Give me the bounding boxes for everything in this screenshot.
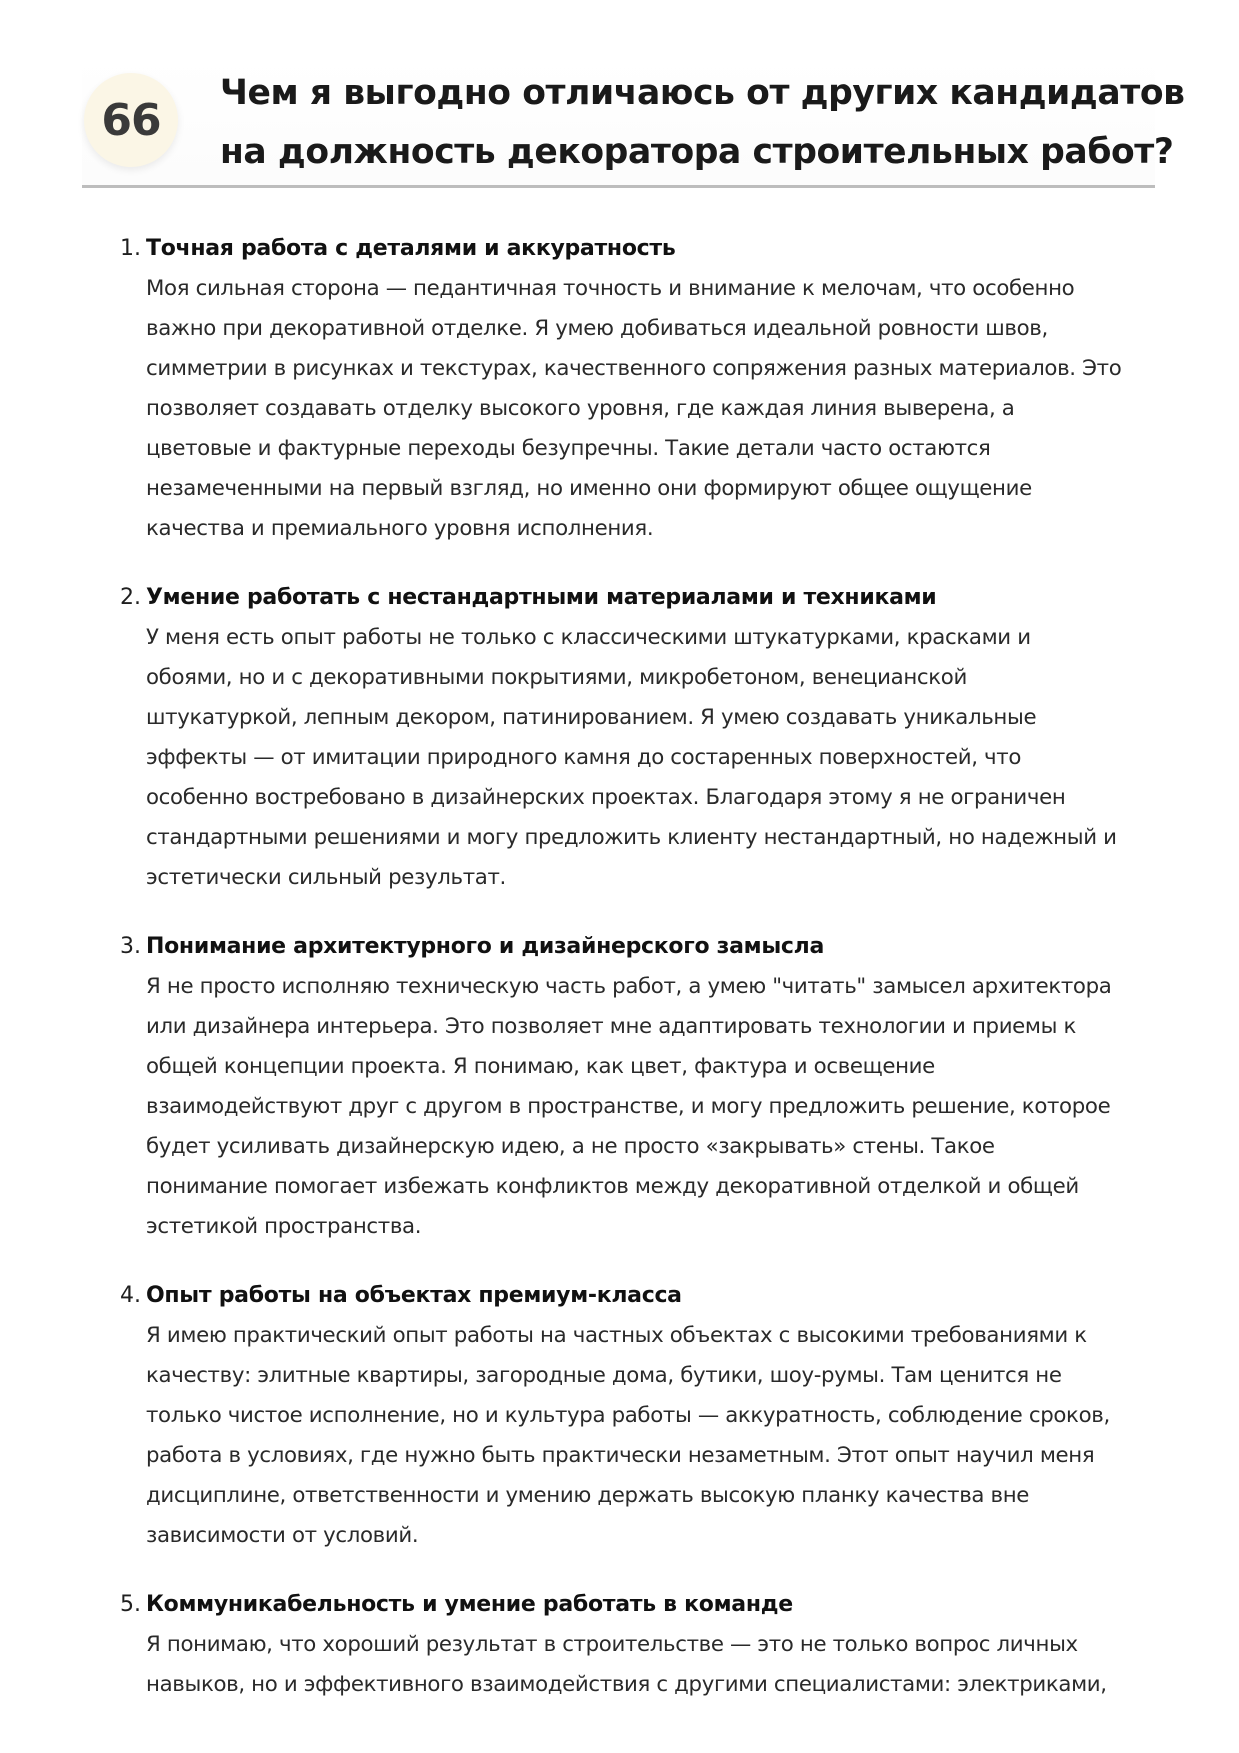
title-line-1: Чем я выгодно отличаюсь от других кандидатов xyxy=(220,73,1185,113)
body-line: особенно востребовано в дизайнерских проектах. Благодаря этому я не ограничен xyxy=(146,785,1066,810)
body-line: симметрии в рисунках и текстурах, качественного сопряжения разных материалов. Это xyxy=(146,356,1122,381)
body-line: понимание помогает избежать конфликтов между декоративной отделкой и общей xyxy=(146,1174,1079,1199)
item-number: 2. xyxy=(120,585,141,610)
body-line: важно при декоративной отделке. Я умею добиваться идеальной ровности швов, xyxy=(146,316,1048,341)
list-item xyxy=(116,1276,1176,1556)
item-number: 4. xyxy=(120,1283,141,1308)
body-line: Я понимаю, что хороший результат в строительстве — это не только вопрос личных xyxy=(146,1632,1078,1657)
list-item xyxy=(116,927,1176,1247)
body-line: эстетически сильный результат. xyxy=(146,865,506,890)
body-line: Я не просто исполняю техническую часть работ, а умею "читать" замысел архитектора xyxy=(146,974,1112,999)
item-title: Точная работа с деталями и аккуратность xyxy=(146,236,676,261)
body-line: эффекты — от имитации природного камня до состаренных поверхностей, что xyxy=(146,745,1022,770)
item-body xyxy=(146,1316,1176,1556)
body-line: дисциплине, ответственности и умению держать высокую планку качества вне xyxy=(146,1483,1030,1508)
body-line: цветовые и фактурные переходы безупречны. Такие детали часто остаются xyxy=(146,436,991,461)
body-line: или дизайнера интерьера. Это позволяет мне адаптировать технологии и приемы к xyxy=(146,1014,1077,1039)
item-body xyxy=(146,269,1176,549)
body-line: зависимости от условий. xyxy=(146,1523,419,1548)
body-line: навыков, но и эффективного взаимодействия с другими специалистами: электриками, xyxy=(146,1672,1107,1697)
body-line: взаимодействуют друг с другом в пространстве, и могу предложить решение, которое xyxy=(146,1094,1111,1119)
list-item xyxy=(116,229,1176,549)
body-line: Моя сильная сторона — педантичная точность и внимание к мелочам, что особенно xyxy=(146,276,1075,301)
body-line: работа в условиях, где нужно быть практически незаметным. Этот опыт научил меня xyxy=(146,1443,1095,1468)
title-line-2: на должность декоратора строительных работ? xyxy=(220,132,1174,172)
body-line: позволяет создавать отделку высокого уровня, где каждая линия выверена, а xyxy=(146,396,1015,421)
body-line: Я имею практический опыт работы на частных объектах с высокими требованиями к xyxy=(146,1323,1087,1348)
item-body xyxy=(146,967,1176,1247)
item-title: Понимание архитектурного и дизайнерского замысла xyxy=(146,934,825,959)
body-line: качеству: элитные квартиры, загородные дома, бутики, шоу-румы. Там ценится не xyxy=(146,1363,1062,1388)
body-line: только чистое исполнение, но и культура работы — аккуратность, соблюдение сроков, xyxy=(146,1403,1110,1428)
body-line: общей концепции проекта. Я понимаю, как цвет, фактура и освещение xyxy=(146,1054,935,1079)
item-number: 5. xyxy=(120,1592,141,1617)
body-line: обоями, но и с декоративными покрытиями, микробетоном, венецианской xyxy=(146,665,967,690)
item-body xyxy=(146,618,1176,898)
list-item xyxy=(116,578,1176,898)
item-title: Опыт работы на объектах премиум-класса xyxy=(146,1283,682,1308)
body-line: У меня есть опыт работы не только с классическими штукатурками, красками и xyxy=(146,625,1031,650)
item-number: 1. xyxy=(120,236,141,261)
item-title: Умение работать с нестандартными материалами и техниками xyxy=(146,585,937,610)
question-number: 66 xyxy=(101,94,161,146)
body-line: стандартными решениями и могу предложить клиенту нестандартный, но надежный и xyxy=(146,825,1117,850)
body-line: эстетикой пространства. xyxy=(146,1214,422,1239)
page-title xyxy=(220,64,1185,182)
question-number-badge xyxy=(84,73,178,167)
body-line: качества и премиального уровня исполнения. xyxy=(146,516,654,541)
answer-list xyxy=(116,229,1176,1734)
item-body xyxy=(146,1625,1176,1705)
body-line: будет усиливать дизайнерскую идею, а не просто «закрывать» стены. Такое xyxy=(146,1134,995,1159)
item-number: 3. xyxy=(120,934,141,959)
body-line: штукатуркой, лепным декором, патинированием. Я умею создавать уникальные xyxy=(146,705,1037,730)
item-title: Коммуникабельность и умение работать в команде xyxy=(146,1592,793,1617)
body-line: незамеченными на первый взгляд, но именно они формируют общее ощущение xyxy=(146,476,1032,501)
list-item xyxy=(116,1585,1176,1705)
